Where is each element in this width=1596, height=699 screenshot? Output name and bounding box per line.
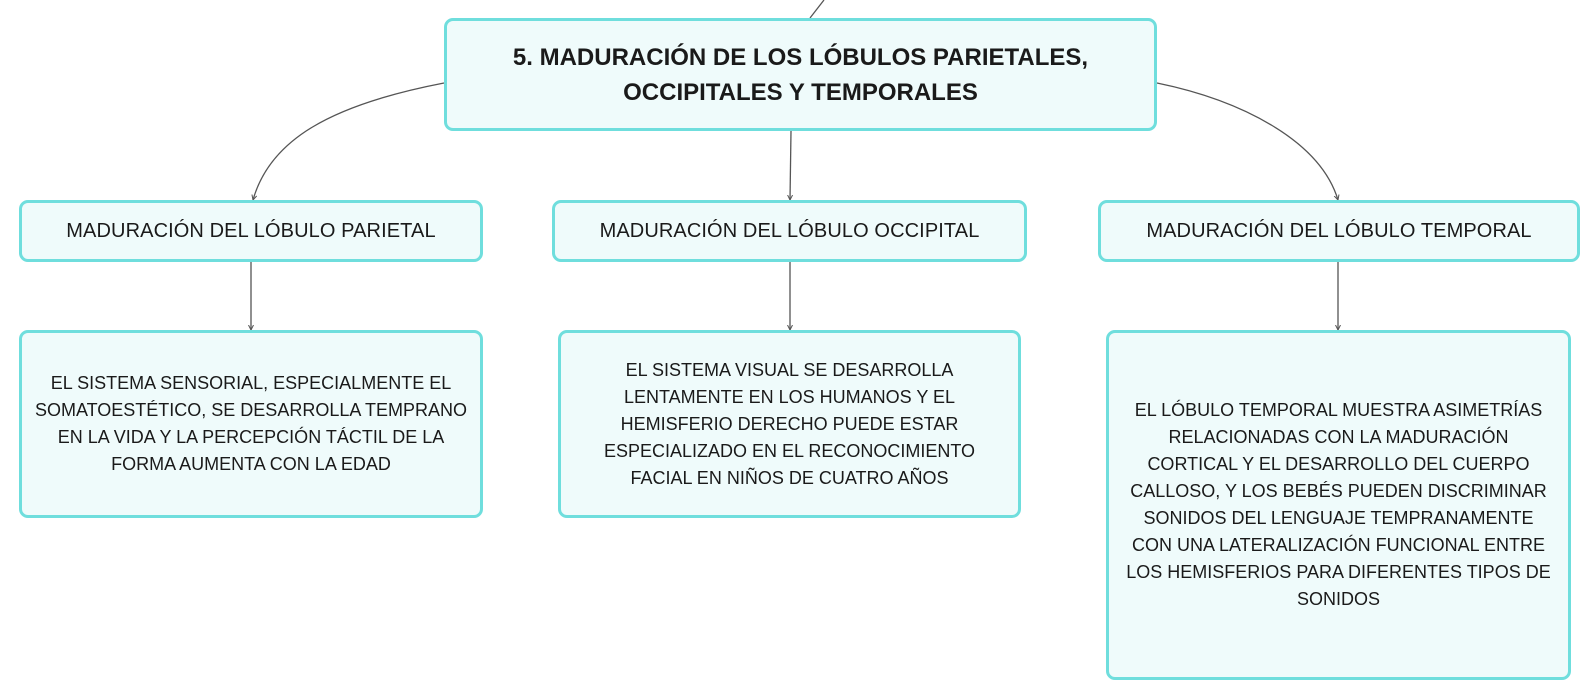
detail-line: FORMA AUMENTA CON LA EDAD [111, 454, 391, 474]
root-title-line-2: OCCIPITALES Y TEMPORALES [623, 78, 978, 106]
detail-line: HEMISFERIO DERECHO PUEDE ESTAR [620, 413, 959, 434]
detail-line: SONIDOS DEL LENGUAJE TEMPRANAMENTE [1143, 508, 1534, 528]
detail-line: SOMATOESTÉTICO, SE DESARROLLA TEMPRANO [34, 400, 468, 420]
branch-occipital[interactable] [552, 200, 1027, 262]
detail-occipital[interactable] [558, 330, 1021, 518]
detail-line: CALLOSO, Y LOS BEBÉS PUEDEN DISCRIMINAR [1130, 481, 1547, 501]
detail-line: LENTAMENTE EN LOS HUMANOS Y EL [623, 386, 956, 407]
connector-root-to-temporal [1157, 83, 1338, 200]
branch-parietal[interactable] [19, 200, 483, 262]
detail-line: EL SISTEMA SENSORIAL, ESPECIALMENTE EL [50, 373, 452, 393]
detail-line: CORTICAL Y EL DESARROLLO DEL CUERPO [1147, 454, 1530, 474]
detail-line: EL SISTEMA VISUAL SE DESARROLLA [625, 359, 954, 380]
detail-line: LOS HEMISFERIOS PARA DIFERENTES TIPOS DE [1126, 562, 1551, 582]
detail-line: RELACIONADAS CON LA MADURACIÓN [1168, 427, 1509, 447]
connector-from-parent [810, 0, 824, 18]
branch-temporal-label: MADURACIÓN DEL LÓBULO TEMPORAL [1146, 220, 1532, 242]
detail-line: EN LA VIDA Y LA PERCEPCIÓN TÁCTIL DE LA [57, 427, 445, 447]
root-title-line-1: 5. MADURACIÓN DE LOS LÓBULOS PARIETALES, [512, 43, 1089, 71]
detail-line: ESPECIALIZADO EN EL RECONOCIMIENTO [603, 440, 976, 461]
detail-parietal[interactable] [19, 330, 483, 518]
detail-line: CON UNA LATERALIZACIÓN FUNCIONAL ENTRE [1131, 535, 1546, 555]
connector-root-to-parietal [253, 83, 444, 200]
root-topic[interactable] [444, 18, 1157, 131]
detail-line: EL LÓBULO TEMPORAL MUESTRA ASIMETRÍAS [1134, 400, 1543, 420]
branch-occipital-label: MADURACIÓN DEL LÓBULO OCCIPITAL [599, 220, 980, 242]
connector-root-to-occipital [790, 131, 791, 200]
detail-line: FACIAL EN NIÑOS DE CUATRO AÑOS [630, 467, 949, 488]
branch-parietal-label: MADURACIÓN DEL LÓBULO PARIETAL [66, 220, 436, 242]
branch-temporal[interactable] [1098, 200, 1580, 262]
detail-line: SONIDOS [1296, 589, 1380, 609]
detail-temporal[interactable] [1106, 330, 1571, 680]
